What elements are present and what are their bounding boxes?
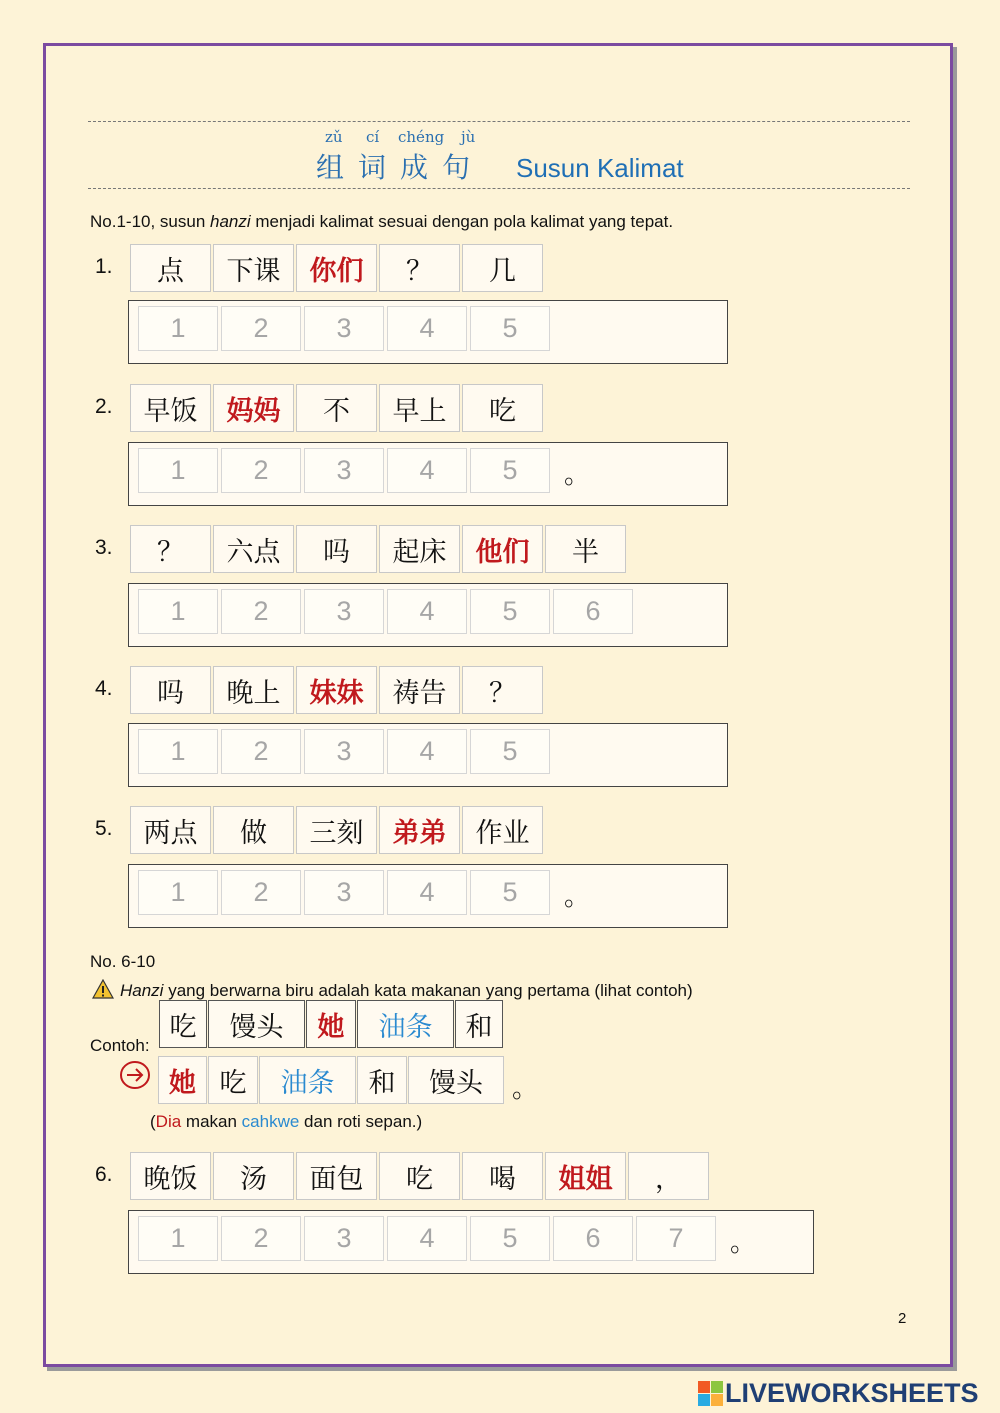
example-tile: 和	[455, 1000, 503, 1048]
example-answer-tile: 馒头	[408, 1056, 504, 1104]
word-tile[interactable]: 早饭	[130, 384, 211, 432]
word-tile[interactable]: 晚上	[213, 666, 294, 714]
word-tile[interactable]: 作业	[462, 806, 543, 854]
word-tile[interactable]: ？	[462, 666, 543, 714]
word-tile[interactable]: 两点	[130, 806, 211, 854]
question-number: 1.	[95, 255, 113, 278]
warning-icon	[92, 979, 114, 999]
pinyin-1: zǔ	[325, 128, 343, 146]
arrow-circle-icon	[119, 1060, 151, 1090]
word-tile[interactable]: 祷告	[379, 666, 460, 714]
answer-slot[interactable]: 2	[221, 870, 301, 915]
answer-slot[interactable]: 4	[387, 448, 467, 493]
word-tile[interactable]: 面包	[296, 1152, 377, 1200]
liveworksheets-logo: LIVEWORKSHEETS	[698, 1378, 979, 1409]
answer-slot[interactable]: 1	[138, 870, 218, 915]
word-tile[interactable]: ，	[628, 1152, 709, 1200]
answer-period: 。	[730, 1228, 757, 1258]
answer-slot[interactable]: 4	[387, 870, 467, 915]
instruction-part1: No.1-10, susun hanzi menjadi kalimat sesuai dengan pola kalimat yang tepat.	[90, 212, 674, 231]
answer-slot[interactable]: 5	[470, 306, 550, 351]
part2-heading: No. 6-10	[90, 952, 156, 971]
word-tile[interactable]: ？	[379, 244, 460, 292]
answer-slot[interactable]: 3	[304, 1216, 384, 1261]
pinyin-3: chéng	[398, 128, 445, 146]
top-divider	[88, 121, 910, 122]
answer-slot[interactable]: 2	[221, 448, 301, 493]
word-tile[interactable]: 妹妹	[296, 666, 377, 714]
answer-slot[interactable]: 6	[553, 1216, 633, 1261]
word-tile[interactable]: 下课	[213, 244, 294, 292]
example-tile: 油条	[357, 1000, 454, 1048]
word-tile[interactable]: 早上	[379, 384, 460, 432]
word-tile[interactable]: 晚饭	[130, 1152, 211, 1200]
word-tile[interactable]: 妈妈	[213, 384, 294, 432]
bottom-divider	[88, 188, 910, 189]
answer-slot[interactable]: 4	[387, 729, 467, 774]
word-tile[interactable]: 几	[462, 244, 543, 292]
word-tile[interactable]: 吗	[296, 525, 377, 573]
answer-slot[interactable]: 5	[470, 870, 550, 915]
answer-slot[interactable]: 5	[470, 1216, 550, 1261]
example-translation: (Dia makan cahkwe dan roti sepan.)	[150, 1112, 423, 1131]
word-tile[interactable]: 六点	[213, 525, 294, 573]
word-tile[interactable]: 起床	[379, 525, 460, 573]
example-answer-tile: 油条	[259, 1056, 356, 1104]
answer-slot[interactable]: 1	[138, 589, 218, 634]
example-tile: 吃	[159, 1000, 207, 1048]
answer-slot[interactable]: 1	[138, 1216, 218, 1261]
word-tile[interactable]: 点	[130, 244, 211, 292]
example-answer-tile: 和	[357, 1056, 407, 1104]
answer-slot[interactable]: 7	[636, 1216, 716, 1261]
example-answer-period: 。	[512, 1074, 539, 1104]
answer-slot[interactable]: 4	[387, 306, 467, 351]
page-title-indonesian: Susun Kalimat	[516, 153, 684, 183]
answer-slot[interactable]: 2	[221, 1216, 301, 1261]
question-number: 3.	[95, 536, 113, 559]
answer-slot[interactable]: 3	[304, 306, 384, 351]
answer-slot[interactable]: 3	[304, 589, 384, 634]
example-answer-tile: 她	[158, 1056, 207, 1104]
answer-slot[interactable]: 3	[304, 870, 384, 915]
page-number: 2	[898, 1310, 907, 1327]
example-answer-tile: 吃	[208, 1056, 258, 1104]
answer-slot[interactable]: 3	[304, 729, 384, 774]
word-tile[interactable]: 弟弟	[379, 806, 460, 854]
answer-slot[interactable]: 6	[553, 589, 633, 634]
answer-slot[interactable]: 5	[470, 729, 550, 774]
word-tile[interactable]: 他们	[462, 525, 543, 573]
logo-icon	[698, 1381, 723, 1406]
page-title-chinese: 组词成句	[316, 151, 485, 184]
answer-slot[interactable]: 5	[470, 589, 550, 634]
answer-slot[interactable]: 4	[387, 589, 467, 634]
word-tile[interactable]: 不	[296, 384, 377, 432]
word-tile[interactable]: 吗	[130, 666, 211, 714]
word-tile[interactable]: 喝	[462, 1152, 543, 1200]
word-tile[interactable]: 吃	[462, 384, 543, 432]
word-tile[interactable]: 吃	[379, 1152, 460, 1200]
question-number: 2.	[95, 395, 113, 418]
answer-slot[interactable]: 2	[221, 589, 301, 634]
word-tile[interactable]: 你们	[296, 244, 377, 292]
pinyin-4: jù	[461, 128, 476, 146]
question-number: 5.	[95, 817, 113, 840]
answer-slot[interactable]: 1	[138, 448, 218, 493]
answer-period: 。	[564, 882, 591, 912]
answer-slot[interactable]: 1	[138, 306, 218, 351]
word-tile[interactable]: 做	[213, 806, 294, 854]
answer-slot[interactable]: 5	[470, 448, 550, 493]
answer-slot[interactable]: 3	[304, 448, 384, 493]
word-tile[interactable]: 汤	[213, 1152, 294, 1200]
part2-instruction: Hanzi yang berwarna biru adalah kata makanan yang pertama (lihat contoh)	[92, 979, 693, 1001]
word-tile[interactable]: 姐姐	[545, 1152, 626, 1200]
answer-slot[interactable]: 2	[221, 306, 301, 351]
pinyin-2: cí	[366, 128, 380, 146]
example-tile: 馒头	[208, 1000, 305, 1048]
answer-period: 。	[564, 460, 591, 490]
example-label: Contoh:	[90, 1036, 150, 1055]
word-tile[interactable]: 半	[545, 525, 626, 573]
question-number: 4.	[95, 677, 113, 700]
example-tile: 她	[306, 1000, 356, 1048]
answer-slot[interactable]: 2	[221, 729, 301, 774]
answer-slot[interactable]: 4	[387, 1216, 467, 1261]
question-number: 6.	[95, 1163, 113, 1186]
word-tile[interactable]: 三刻	[296, 806, 377, 854]
answer-slot[interactable]: 1	[138, 729, 218, 774]
word-tile[interactable]: ？	[130, 525, 211, 573]
